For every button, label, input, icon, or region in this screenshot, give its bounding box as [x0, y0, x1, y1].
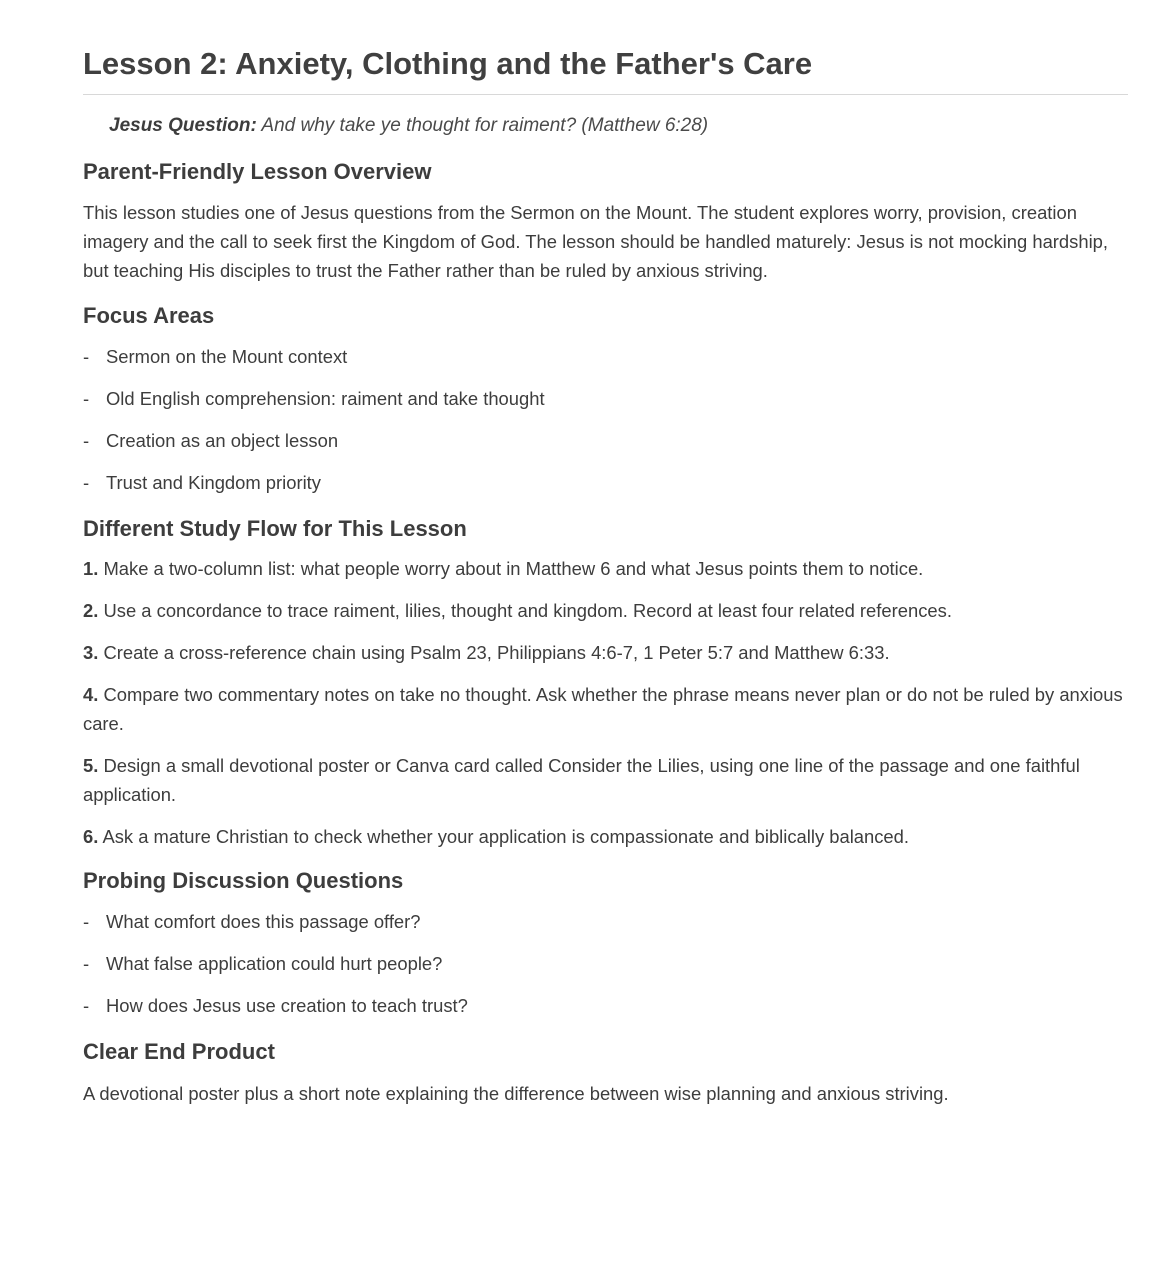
- list-marker: -: [83, 346, 90, 367]
- step-text: Use a concordance to trace raiment, lilies, thought and kingdom. Record at least four related references.: [103, 600, 952, 621]
- discussion-list: [83, 909, 1128, 1019]
- list-item: [83, 386, 1128, 412]
- focus-heading: Focus Areas: [83, 303, 215, 328]
- step-number: 1.: [83, 558, 99, 579]
- list-marker: -: [83, 995, 90, 1016]
- step-text: Design a small devotional poster or Canva card called Consider the Lilies, using one line of the passage and one faithful application.: [83, 755, 1080, 805]
- list-item-text: How does Jesus use creation to teach trust?: [106, 995, 468, 1016]
- list-marker: -: [83, 472, 90, 493]
- step-text: Create a cross-reference chain using Psalm 23, Philippians 4:6-7, 1 Peter 5:7 and Matthew 6:33.: [103, 642, 890, 663]
- jesus-question: [109, 113, 1128, 139]
- step-text: Ask a mature Christian to check whether your application is compassionate and biblically balanced.: [102, 826, 910, 847]
- page-title: Lesson 2: Anxiety, Clothing and the Father's Care: [83, 44, 1128, 95]
- overview-text: This lesson studies one of Jesus questions from the Sermon on the Mount. The student explores worry, provision, creation imagery and the call to seek first the Kingdom of God. The lesson should be handled maturely: Jesus is not mocking hardship, but teaching His disciples to trust the Father rather than be ruled by anxious striving.: [83, 202, 1108, 281]
- step-number: 2.: [83, 600, 99, 621]
- list-marker: -: [83, 388, 90, 409]
- list-item: [83, 344, 1128, 370]
- overview-heading: Parent-Friendly Lesson Overview: [83, 159, 432, 184]
- discussion-heading: Probing Discussion Questions: [83, 868, 404, 893]
- step-number: 4.: [83, 684, 99, 705]
- jesus-question-label: Jesus Question:: [109, 115, 257, 136]
- flow-heading: Different Study Flow for This Lesson: [83, 516, 467, 541]
- focus-list: [83, 344, 1128, 496]
- step-number: 5.: [83, 755, 99, 776]
- step-text: Make a two-column list: what people worry about in Matthew 6 and what Jesus points them to notice.: [103, 558, 924, 579]
- flow-step: [83, 822, 1128, 851]
- flow-steps: [83, 554, 1128, 851]
- jesus-question-text: And why take ye thought for raiment? (Matthew 6:28): [261, 115, 709, 136]
- list-marker: -: [83, 953, 90, 974]
- list-item-text: Trust and Kingdom priority: [106, 472, 321, 493]
- list-item-text: Old English comprehension: raiment and take thought: [106, 388, 545, 409]
- flow-step: [83, 751, 1128, 809]
- list-marker: -: [83, 430, 90, 451]
- flow-step: [83, 596, 1128, 625]
- step-number: 6.: [83, 826, 99, 847]
- list-item-text: Sermon on the Mount context: [106, 346, 348, 367]
- list-marker: -: [83, 911, 90, 932]
- flow-step: [83, 638, 1128, 667]
- list-item-text: What false application could hurt people?: [106, 953, 443, 974]
- step-text: Compare two commentary notes on take no thought. Ask whether the phrase means never plan or do not be ruled by anxious care.: [83, 684, 1123, 734]
- end-product-heading: Clear End Product: [83, 1039, 275, 1064]
- list-item: [83, 951, 1128, 977]
- end-product-text: A devotional poster plus a short note explaining the difference between wise planning and anxious striving.: [83, 1083, 949, 1104]
- list-item-text: Creation as an object lesson: [106, 430, 339, 451]
- list-item: [83, 909, 1128, 935]
- list-item-text: What comfort does this passage offer?: [106, 911, 421, 932]
- flow-step: [83, 554, 1128, 583]
- step-number: 3.: [83, 642, 99, 663]
- list-item: [83, 993, 1128, 1019]
- flow-step: [83, 680, 1128, 738]
- list-item: [83, 428, 1128, 454]
- list-item: [83, 470, 1128, 496]
